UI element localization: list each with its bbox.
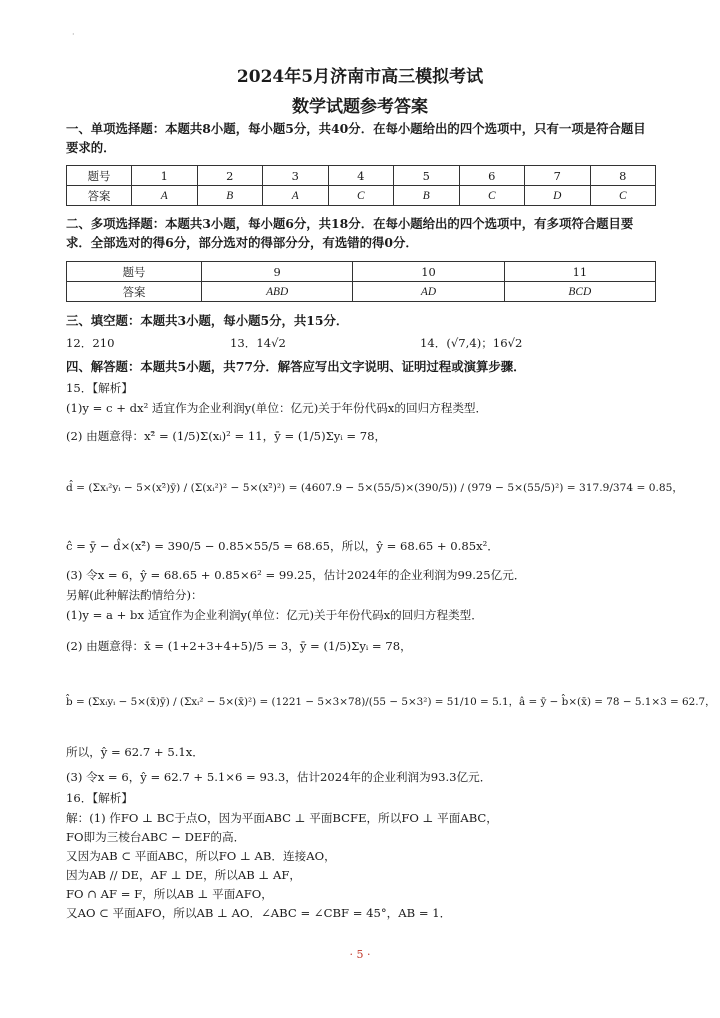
q15-label: 15．【解析】 [66,381,133,395]
question-number: 2 [197,166,263,186]
question-number: 6 [459,166,525,186]
question-number: 3 [263,166,329,186]
answer-cell: A [132,186,198,206]
solution-line: 另解(此种解法酌情给分)： [66,588,203,602]
question-number: 5 [394,166,460,186]
solution-line: (1)y = c + dx² 适宜作为企业利润y(单位：亿元)关于年份代码x的回归方程类型． [66,401,488,415]
solution-line: ĉ = ȳ − d̂×(x²̄) = 390/5 − 0.85×55/5 = 68.65，所以，ŷ = 68.65 + 0.85x²． [66,539,499,553]
solution-line: 解：(1) 作FO ⊥ BC于点O，因为平面ABC ⊥ 平面BCFE，所以FO ⊥ 平面ABC， [66,811,498,825]
answer-cell: C [328,186,394,206]
question-number: 9 [202,262,353,282]
solution-line: 又AO ⊂ 平面AFO，所以AB ⊥ AO．∠ABC = ∠CBF = 45°，AB = 1． [66,906,452,920]
row-label: 答案 [67,186,132,206]
fill-answer-14: 14．(√7,4)；16√2 [420,336,523,350]
table-row [67,262,656,282]
table-row [67,166,656,186]
section4-heading: 四、解答题：本题共5小题，共77分．解答应写出文字说明、证明过程或演算步骤． [66,359,526,374]
page-number: · 5 · [349,948,371,961]
question-number: 11 [504,262,655,282]
solution-line: 又因为AB ⊂ 平面ABC，所以FO ⊥ AB．连接AO， [66,849,336,863]
q16-label: 16．【解析】 [66,791,133,805]
solution-line: (3) 令x = 6，ŷ = 68.65 + 0.85×6² = 99.25，估计2024年的企业利润为99.25亿元． [66,568,526,582]
corner-mark: · [72,30,75,39]
answer-cell: A [263,186,329,206]
answer-cell: BCD [504,282,655,302]
section1-answer-table [66,165,656,206]
question-number: 4 [328,166,394,186]
solution-line: 所以，ŷ = 62.7 + 5.1x． [66,745,204,759]
exam-subtitle: 数学试题参考答案 [292,97,428,117]
section1-heading: 一、单项选择题：本题共8小题，每小题5分，共40分．在每小题给出的四个选项中，只有一项是符合题目要求的． [66,121,646,155]
row-label: 答案 [67,282,202,302]
question-number: 8 [590,166,656,186]
table-row [67,186,656,206]
row-label: 题号 [67,166,132,186]
section2-answer-table [66,261,656,302]
question-number: 1 [132,166,198,186]
solution-line: b̂ = (Σxᵢyᵢ − 5×(x̄)ȳ) / (Σxᵢ² − 5×(x̄)²) = (1221 − 5×3×78)/(55 − 5×3²) = 51/10 = 5.1，â = ȳ − b̂×(x̄) = 78 − 5.1×3 = 62.7， [66,696,716,708]
solution-line: FO即为三棱台ABC − DEF的高． [66,830,246,844]
solution-line: (2) 由题意得：x²̄ = (1/5)Σ(xᵢ)² = 11，ȳ = (1/5)Σyᵢ = 78， [66,429,387,443]
question-number: 10 [353,262,504,282]
answer-cell: D [525,186,591,206]
fill-answer-12: 12．210 [66,336,115,350]
answer-cell: AD [353,282,504,302]
row-label: 题号 [67,262,202,282]
question-number: 7 [525,166,591,186]
table-row [67,282,656,302]
solution-line: FO ∩ AF = F，所以AB ⊥ 平面AFO， [66,887,273,901]
exam-title: 2024年5月济南市高三模拟考试 [236,67,484,87]
solution-line: (1)y = a + bx 适宜作为企业利润y(单位：亿元)关于年份代码x的回归方程类型． [66,608,483,622]
section2-heading: 二、多项选择题：本题共3小题，每小题6分，共18分．在每小题给出的四个选项中，有多项符合题目要求．全部选对的得6分，部分选对的得部分分，有选错的得0分． [66,216,634,250]
fill-answer-13: 13．14√2 [230,336,286,350]
answer-cell: C [590,186,656,206]
solution-line: d̂ = (Σxᵢ²yᵢ − 5×(x²̄)ȳ) / (Σ(xᵢ²)² − 5×(x²̄)²) = (4607.9 − 5×(55/5)×(390/5)) / (979 − 5×(55/5)²) = 317.9/374 = 0.85， [66,482,683,494]
section3-heading: 三、填空题：本题共3小题，每小题5分，共15分． [66,313,349,328]
solution-line: (2) 由题意得：x̄ = (1+2+3+4+5)/5 = 3，ȳ = (1/5)Σyᵢ = 78， [66,639,412,653]
answer-cell: B [197,186,263,206]
solution-line: (3) 令x = 6，ŷ = 62.7 + 5.1×6 = 93.3，估计2024年的企业利润为93.3亿元． [66,770,492,784]
solution-line: 因为AB // DE，AF ⊥ DE，所以AB ⊥ AF， [66,868,302,882]
answer-cell: C [459,186,525,206]
answer-cell: ABD [202,282,353,302]
answer-cell: B [394,186,460,206]
